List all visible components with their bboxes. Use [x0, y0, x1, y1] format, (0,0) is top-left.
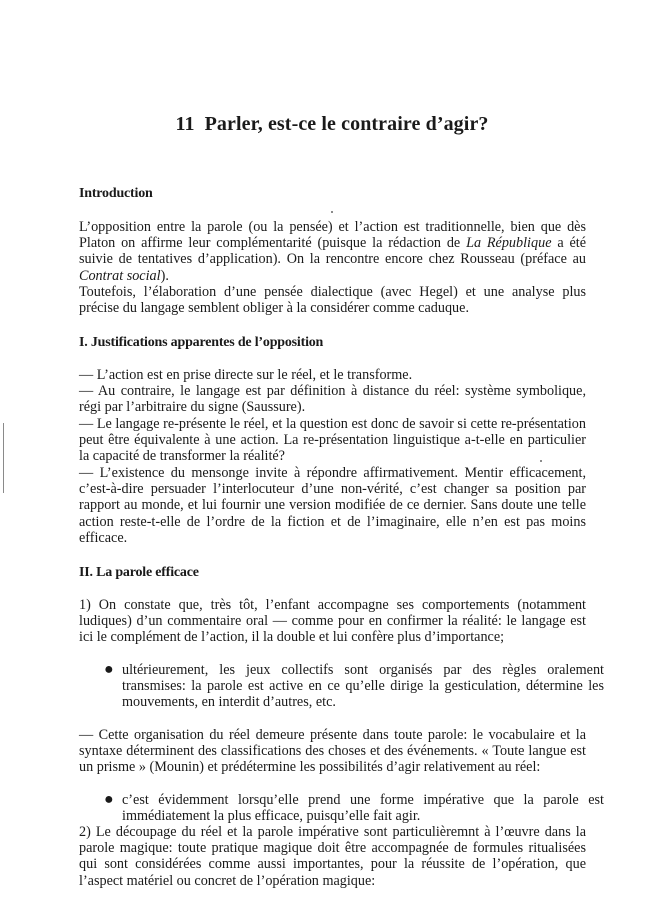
section-2-paragraph-1: 1) On constate que, très tôt, l’enfant accompagne ses comportements (notamment ludiques) d’un commentaire oral — comme pour en confirmer la réalité: le langage est ici le complément de l’action, il la double et lui confère plus d’importance;	[79, 597, 586, 646]
chapter-number: 11	[175, 113, 195, 135]
scan-speck	[331, 211, 333, 213]
section-1-heading: I. Justifications apparentes de l’opposition	[79, 335, 324, 350]
bullet-icon: ●	[104, 791, 114, 808]
section-1-item-2: — Au contraire, le langage est par définition à distance du réel: système symbolique, régi par l’arbitraire du signe (Saussure).	[79, 383, 586, 416]
chapter-title: Parler, est-ce le contraire d’agir?	[204, 113, 489, 135]
intro-heading: Introduction	[79, 186, 153, 201]
intro-paragraph-2: Toutefois, l’élaboration d’une pensée dialectique (avec Hegel) et une analyse plus précise du langage semblent obliger à la considérer comme caduque.	[79, 284, 586, 317]
intro-paragraph-1: L’opposition entre la parole (ou la pensée) et l’action est traditionnelle, bien que dès Platon on affirme leur complémentarité (puisque la rédaction de La République a été suivie de tentatives d’application). On la rencontre encore chez Rousseau (préface au Contrat social).	[79, 219, 586, 284]
section-2-paragraph-3: 2) Le découpage du réel et la parole impérative sont particulièremnt à l’œuvre dans la parole magique: toute pratique magique doit être accompagnée de formules ritualisées qui sont considérées comme aussi importantes, pour la réussite de l’opération, que l’aspect matériel ou concret de l’opération magique:	[79, 824, 586, 889]
page-title	[0, 113, 664, 136]
section-1-item-4: — L’existence du mensonge invite à répondre affirmativement. Mentir efficacement, c’est-à-dire persuader l’interlocuteur d’une non-vérité, c’est changer sa position par rapport au monde, et lui fournir une version modifiée de ce dernier. Sans doute une telle action reste-t-elle de l’ordre de la fiction et de l’imaginaire, elle n’en est pas moins efficace.	[79, 465, 586, 546]
scan-margin-mark	[3, 423, 4, 493]
section-2-paragraph-2: — Cette organisation du réel demeure présente dans toute parole: le vocabulaire et la syntaxe déterminent des classifications des choses et des événements. « Toute langue est un prisme » (Mounin) et prédétermine les possibilités d’agir relativement au réel:	[79, 727, 586, 776]
section-1-item-1: — L’action est en prise directe sur le réel, et le transforme.	[79, 367, 413, 383]
section-2-bullet-2: ● c’est évidemment lorsqu’elle prend une forme impérative que la parole est immédiatement la plus efficace, puisqu’elle fait agir.	[104, 791, 604, 825]
section-1-item-3: — Le langage re-présente le réel, et la question est donc de savoir si cette re-présentation peut être équivalente à une action. La re-présentation linguistique a-t-elle en particulier la capacité de transformer la réalité?	[79, 416, 586, 465]
section-2-bullet-1: ● ultérieurement, les jeux collectifs sont organisés par des règles oralement transmises: la parole est active en ce qu’elle dirige la gesticulation, détermine les mouvements, en interdit d’autres, etc.	[104, 661, 604, 711]
section-2-heading: II. La parole efficace	[79, 565, 199, 580]
bullet-icon: ●	[104, 661, 114, 678]
